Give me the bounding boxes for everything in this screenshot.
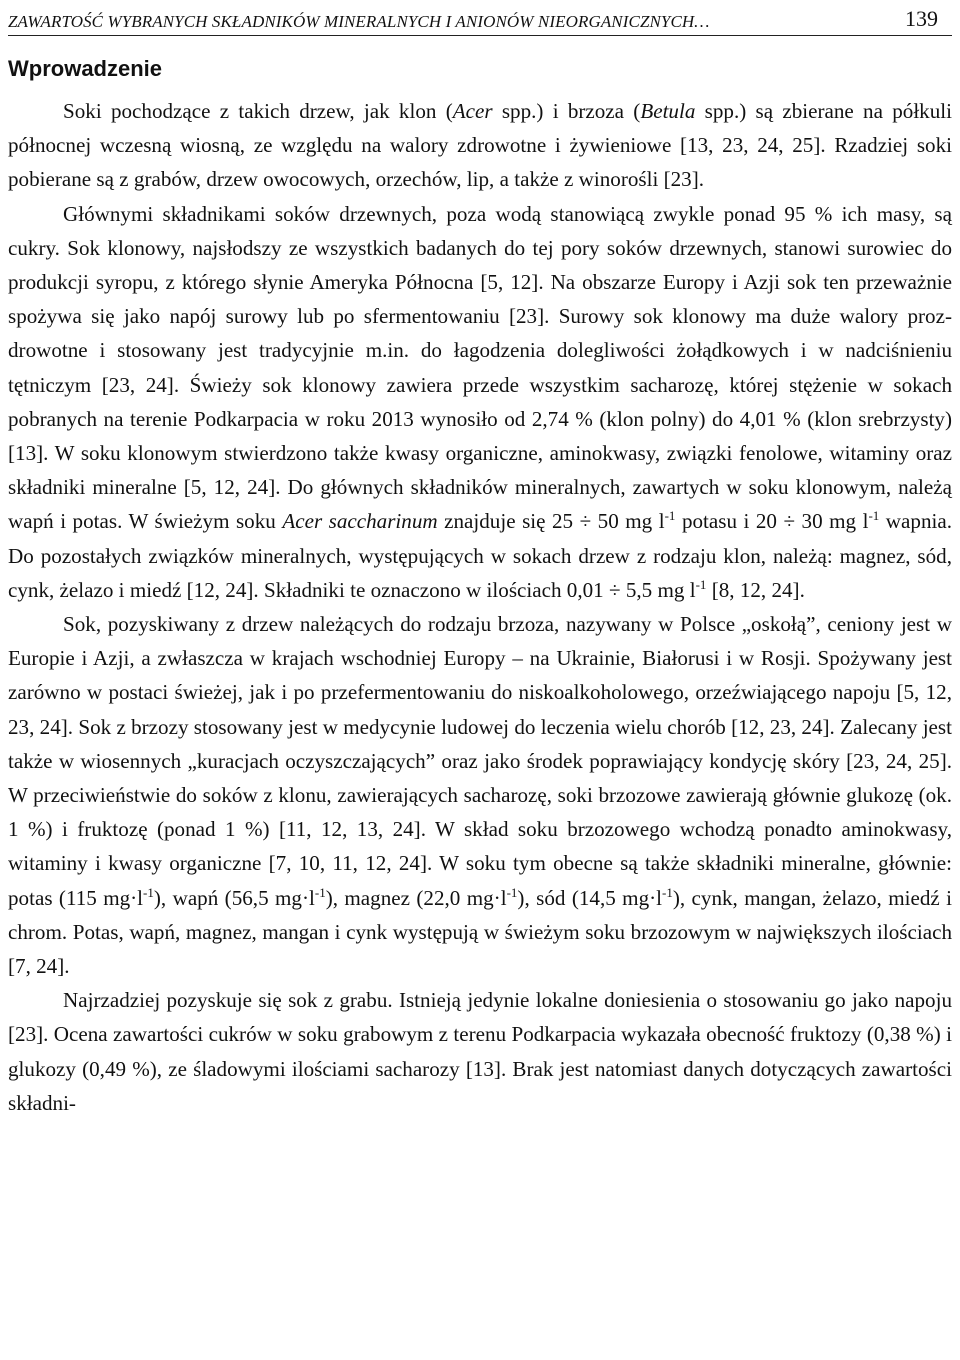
text-run: wapnia. Do pozostałych związków mineralnych, występujących w sokach drzew z rodzaju klon, należą: magnez, sód, cynk, żelazo i miedź [12, 24]. Składniki te oznaczono w ilościach 0,01 ÷ 5,5 mg l <box>8 509 952 602</box>
text-run: ), cynk, mangan, żelazo, miedź i chrom. Potas, wapń, magnez, mangan i cynk występują w świeżym soku brzozowym w największych ilościach [7, 24]. <box>8 885 952 979</box>
text-run: ), wapń (56,5 mg·l <box>153 885 315 910</box>
running-title: ZAWARTOŚĆ WYBRANYCH SKŁADNIKÓW MINERALNYCH I ANIONÓW NIEORGANICZNYCH… <box>8 12 710 31</box>
text-run: Głównymi składnikami soków drzewnych, poza wodą stanowiącą zwykle ponad 95 % ich masy, są cukry. Sok klonowy, najsłodszy ze wszystkich badanych do tej pory soków drzewnych, stanowi surowiec do produkcji syropu, z którego słynie Ameryka Północna [5, 12]. Na obszarze Europy i Azji sok ten przeważnie spożywa się jako napój surowy lub po sfermentowaniu [23]. Surowy sok klonowy ma duże walory prozdrowotne i stosowany jest tradycyjnie m.in. do łagodzenia dolegliwości żołądkowych i w nadciśnieniu tętniczym [23, 24]. Świeży sok klonowy zawiera przede wszystkim sacharozę, której stężenie w sokach pobranych na terenie Podkarpacia w roku 2013 wynosiło od 2,74 % (klon polny) do 4,01 % (klon srebrzysty) [13]. W soku klonowym stwierdzono także kwasy organiczne, aminokwasy, związki fenolowe, witaminy oraz składniki mineralne [5, 12, 24]. Do głównych składników mineralnych, zawartych w soku klonowym, należą wapń i potas. W świeżym soku <box>8 201 952 534</box>
page-number: 139 <box>905 6 938 31</box>
italic-term: Betula <box>640 99 696 123</box>
italic-term: Acer saccharinum <box>282 509 438 534</box>
text-run: ), magnez (22,0 mg·l <box>325 885 507 910</box>
superscript: -1 <box>314 884 326 900</box>
superscript: -1 <box>662 884 673 900</box>
text-run: znajduje się 25 ÷ 50 mg l <box>437 509 665 534</box>
running-header <box>8 0 952 36</box>
paragraph <box>8 607 952 983</box>
superscript: -1 <box>664 508 676 524</box>
superscript: -1 <box>868 508 880 524</box>
section-title: Wprowadzenie <box>8 56 163 81</box>
italic-term: Acer <box>452 99 493 123</box>
text-run: ), sód (14,5 mg·l <box>517 885 662 910</box>
text-run: spp.) są zbierane na półkuli północnej wczesną wiosną, ze względu na walory zdrowotne i żywieniowe [13, 23, 24, 25]. Rzadziej soki pobierane są z grabów, drzew owocowych, orzechów, lip, a także z winorośli [23]. <box>8 99 952 192</box>
text-run: [8, 12, 24]. <box>706 577 805 602</box>
superscript: -1 <box>506 884 518 900</box>
text-run: Sok, pozyskiwany z drzew należących do rodzaju brzoza, nazywany w Polsce „oskołą”, ceniony jest w Europie i Azji, a zwłaszcza w krajach wschodniej Europy – na Ukrainie, Białorusi i w Rosji. Spożywany jest zarówno w postaci świeżej, jak i po przefermentowaniu do niskoalkoholowego, orzeźwiającego napoju [5, 12, 23, 24]. Sok z brzozy stosowany jest w medycynie ludowej do leczenia wielu chorób [12, 23, 24]. Zalecany jest także w wiosennych „kuracjach oczyszczających” oraz jako środek poprawiający kondycję skóry [23, 24, 25]. W przeciwieństwie do soków z klonu, zawierających sacharozę, soki brzozowe zawierają głównie glukozę (ok. 1 %) i fruktozę (ponad 1 %) [11, 12, 13, 24]. W skład soku brzozowego wchodzą ponadto aminokwasy, witaminy i kwasy organiczne [7, 10, 11, 12, 24]. W soku tym obecne są także składniki mineralne, głównie: potas (115 mg·l <box>8 612 952 910</box>
paragraph <box>8 94 952 197</box>
paragraph <box>8 197 952 607</box>
body-text <box>8 94 952 1120</box>
superscript: -1 <box>143 884 154 900</box>
superscript: -1 <box>695 576 707 592</box>
text-run: spp.) i brzoza ( <box>492 99 641 123</box>
paragraph <box>8 983 952 1120</box>
text-run: Najrzadziej pozyskuje się sok z grabu. Istnieją jedynie lokalne doniesienia o stosowaniu go jako napoju [23]. Ocena zawartości cukrów w soku grabowym z terenu Podkarpacia wykazała obecność fruktozy (0,38 %) i glukozy (0,49 %), ze śladowymi ilościami sacharozy [13]. Brak jest natomiast danych dotyczących zawartości składni- <box>8 988 952 1115</box>
text-run: Soki pochodzące z takich drzew, jak klon ( <box>63 99 453 123</box>
text-run: potasu i 20 ÷ 30 mg l <box>675 509 869 534</box>
